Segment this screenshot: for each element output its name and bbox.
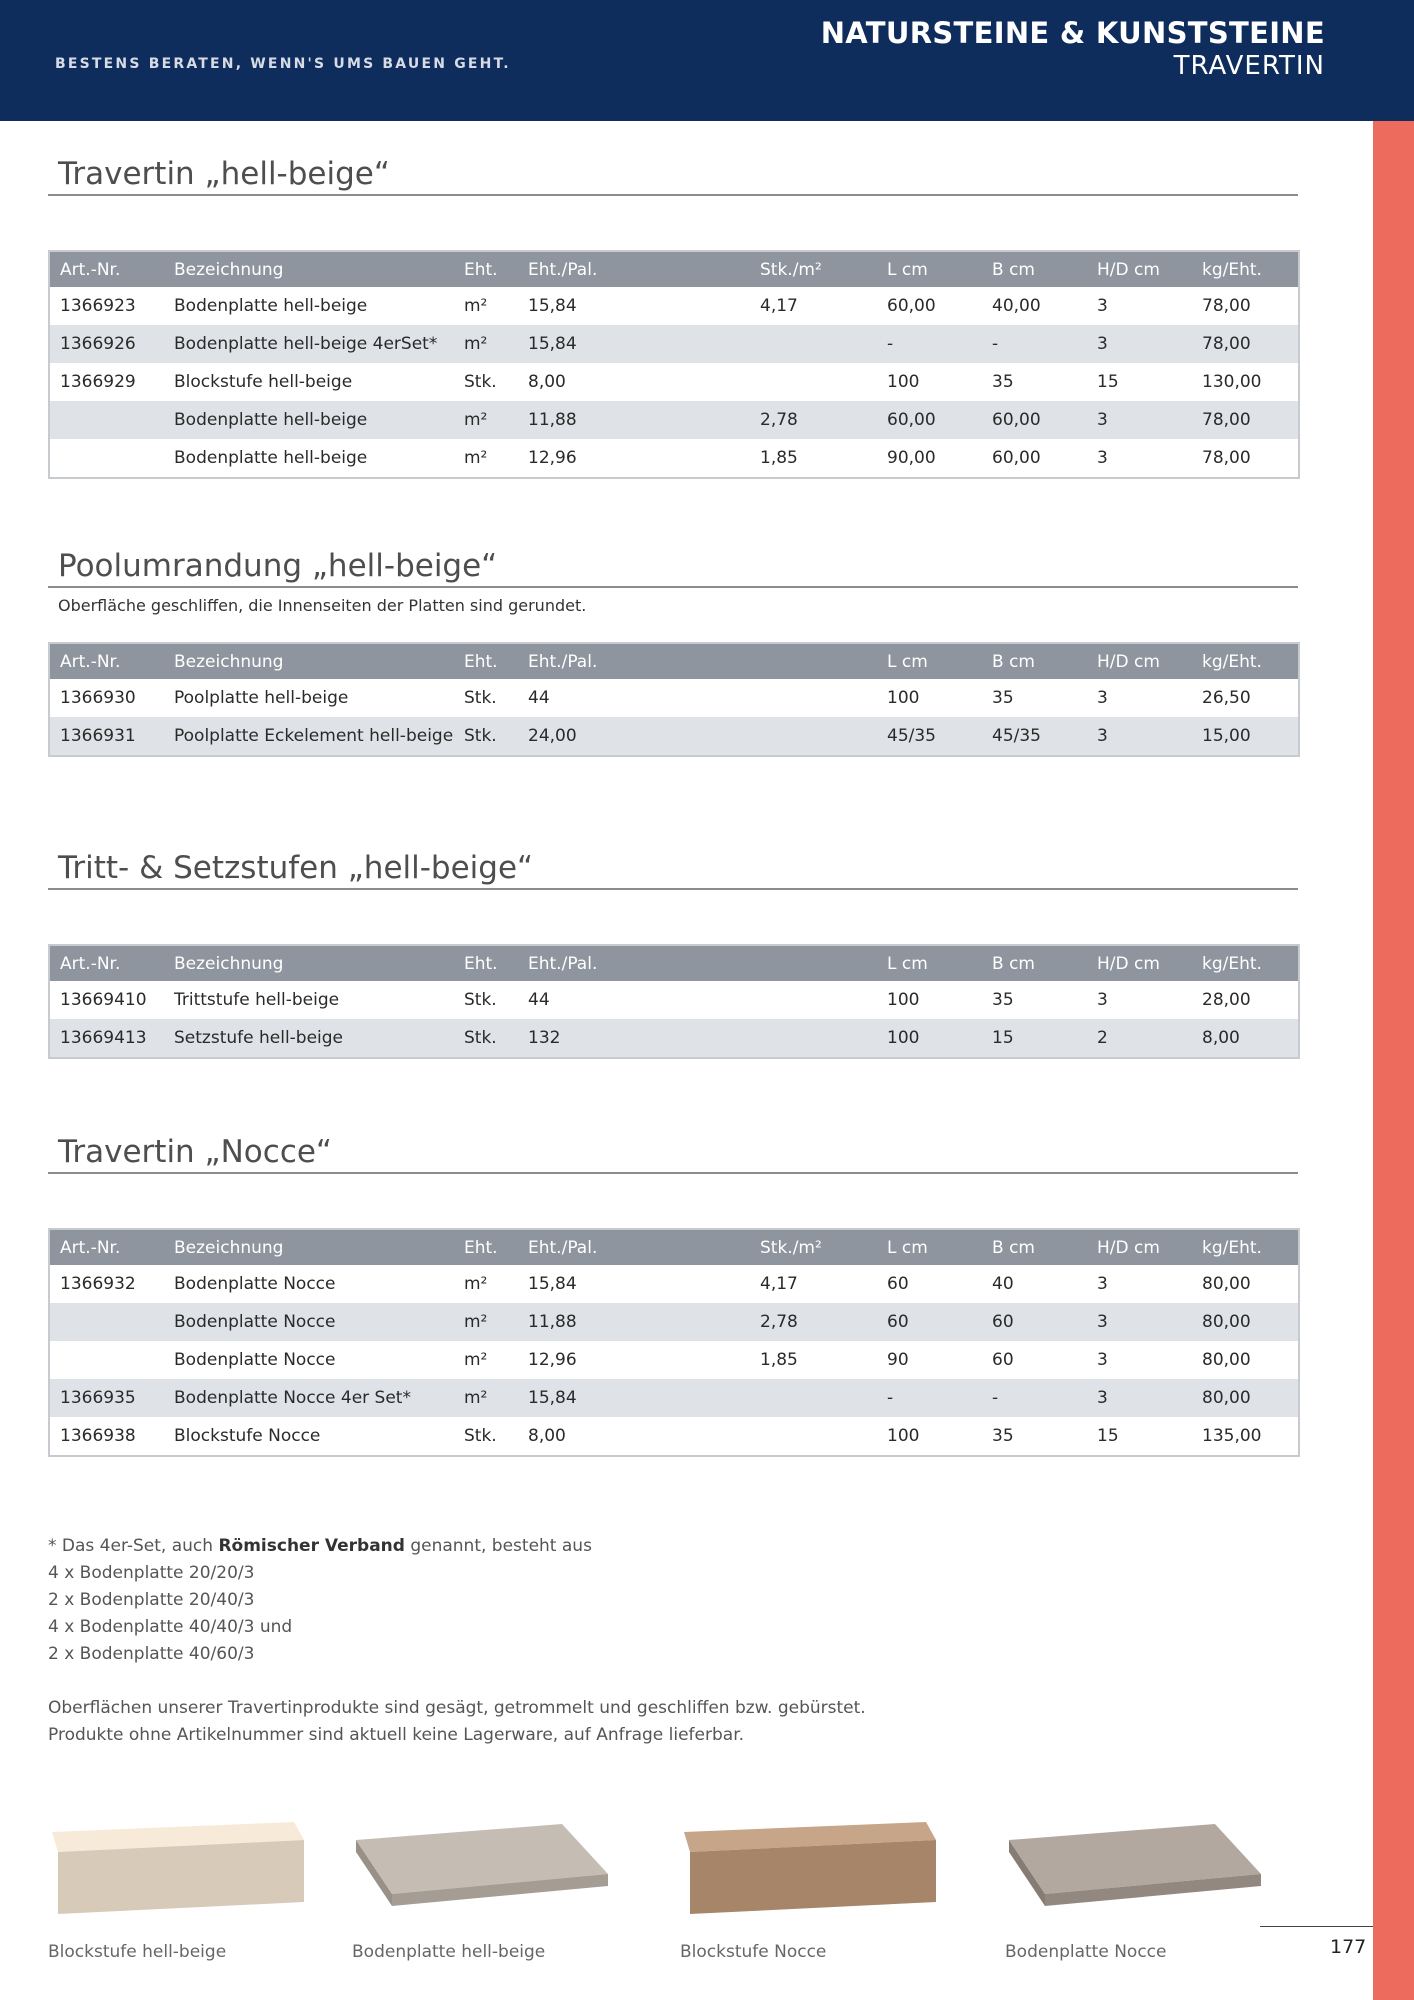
column-header: kg/Eht. [1192, 643, 1299, 679]
table-cell: 28,00 [1192, 981, 1299, 1019]
table-cell: Stk. [454, 363, 518, 401]
table-cell: - [877, 1379, 982, 1417]
table-cell: 44 [518, 679, 750, 717]
table-cell: 1366932 [49, 1265, 164, 1303]
table-cell: 3 [1087, 287, 1192, 325]
column-header: kg/Eht. [1192, 251, 1299, 287]
table-cell: m² [454, 1341, 518, 1379]
column-header: Stk./m² [750, 251, 877, 287]
table-cell: Stk. [454, 1417, 518, 1456]
product-section [48, 155, 1298, 468]
table-cell: 15 [1087, 363, 1192, 401]
section-rule [48, 194, 1298, 196]
product-image [352, 1810, 612, 1920]
column-header: Eht./Pal. [518, 1229, 750, 1265]
table-cell: Setzstufe hell-beige [164, 1019, 454, 1058]
footnote-item: 4 x Bodenplatte 40/40/3 und [48, 1617, 293, 1637]
product-caption: Blockstufe Nocce [680, 1942, 827, 1962]
table-cell: 2,78 [750, 1303, 877, 1341]
column-header: Bezeichnung [164, 251, 454, 287]
column-header: Art.-Nr. [49, 251, 164, 287]
product-item [680, 1810, 940, 1962]
product-caption: Bodenplatte hell-beige [352, 1942, 546, 1962]
table-cell: 3 [1087, 439, 1192, 478]
table-header-row [49, 643, 1299, 679]
stone-front-face [690, 1840, 936, 1914]
table-cell: 13669413 [49, 1019, 164, 1058]
column-header [750, 643, 877, 679]
table-cell [49, 439, 164, 478]
column-header: kg/Eht. [1192, 1229, 1299, 1265]
table-cell: 100 [877, 679, 982, 717]
column-header: H/D cm [1087, 945, 1192, 981]
column-header: Stk./m² [750, 1229, 877, 1265]
product-item [1005, 1810, 1265, 1962]
table-cell: 3 [1087, 325, 1192, 363]
table-cell: 60,00 [877, 287, 982, 325]
table-cell [750, 1417, 877, 1456]
column-header [750, 945, 877, 981]
table-cell: Bodenplatte hell-beige 4erSet* [164, 325, 454, 363]
table-row [49, 981, 1299, 1019]
product-item [352, 1810, 612, 1962]
table-cell [49, 1303, 164, 1341]
table-cell [49, 1341, 164, 1379]
column-header: H/D cm [1087, 251, 1192, 287]
stone-front-face [58, 1840, 304, 1914]
table-cell: 35 [982, 679, 1087, 717]
table-cell: 4,17 [750, 287, 877, 325]
table-cell: 1366930 [49, 679, 164, 717]
table-cell: 13669410 [49, 981, 164, 1019]
footnote [48, 1533, 592, 1668]
section-rule [48, 888, 1298, 890]
table-cell [750, 363, 877, 401]
page-number-rule [1260, 1926, 1373, 1927]
table-cell: 40 [982, 1265, 1087, 1303]
table-cell: Bodenplatte Nocce [164, 1303, 454, 1341]
table-cell: 35 [982, 1417, 1087, 1456]
table-cell: Stk. [454, 679, 518, 717]
table-cell: 60,00 [982, 439, 1087, 478]
table-cell: Trittstufe hell-beige [164, 981, 454, 1019]
table-cell: 60 [877, 1303, 982, 1341]
column-header: L cm [877, 945, 982, 981]
notes [48, 1695, 866, 1749]
table-cell: 80,00 [1192, 1265, 1299, 1303]
section-title: Travertin „Nocce“ [58, 1134, 332, 1170]
product-section [48, 547, 1298, 746]
table-cell: m² [454, 1379, 518, 1417]
product-caption: Blockstufe hell-beige [48, 1942, 227, 1962]
product-caption: Bodenplatte Nocce [1005, 1942, 1167, 1962]
column-header: Bezeichnung [164, 945, 454, 981]
table-cell: 24,00 [518, 717, 750, 756]
product-table [48, 642, 1300, 757]
table-cell: - [982, 1379, 1087, 1417]
table-cell: Bodenplatte hell-beige [164, 439, 454, 478]
product-image [680, 1810, 940, 1920]
table-cell: Bodenplatte Nocce [164, 1265, 454, 1303]
table-cell: 15,84 [518, 1379, 750, 1417]
table-cell: 80,00 [1192, 1341, 1299, 1379]
product-section [48, 849, 1298, 1048]
column-header: Eht. [454, 643, 518, 679]
table-cell: 1366929 [49, 363, 164, 401]
column-header: B cm [982, 643, 1087, 679]
table-cell: 100 [877, 363, 982, 401]
footnote-intro: * Das 4er-Set, auch Römischer Verband genannt, besteht aus [48, 1536, 592, 1556]
column-header: kg/Eht. [1192, 945, 1299, 981]
section-rule [48, 586, 1298, 588]
table-cell: 40,00 [982, 287, 1087, 325]
table-row [49, 401, 1299, 439]
table-row [49, 287, 1299, 325]
table-cell: Poolplatte Eckelement hell-beige [164, 717, 454, 756]
table-cell: 3 [1087, 1265, 1192, 1303]
column-header: L cm [877, 1229, 982, 1265]
product-image [48, 1810, 308, 1920]
table-cell: 130,00 [1192, 363, 1299, 401]
table-cell: 60 [982, 1341, 1087, 1379]
column-header: Bezeichnung [164, 643, 454, 679]
page-header [0, 0, 1414, 121]
table-cell: Bodenplatte Nocce [164, 1341, 454, 1379]
table-cell: m² [454, 1303, 518, 1341]
page-number: 177 [1330, 1936, 1367, 1958]
table-row [49, 1379, 1299, 1417]
table-header-row [49, 1229, 1299, 1265]
product-section [48, 1133, 1298, 1446]
table-cell: 132 [518, 1019, 750, 1058]
table-row [49, 439, 1299, 478]
table-cell: 3 [1087, 1341, 1192, 1379]
footnote-item: 4 x Bodenplatte 20/20/3 [48, 1563, 255, 1583]
table-cell: 1366931 [49, 717, 164, 756]
column-header: Art.-Nr. [49, 945, 164, 981]
table-cell: Poolplatte hell-beige [164, 679, 454, 717]
table-row [49, 363, 1299, 401]
table-row [49, 679, 1299, 717]
table-cell: 11,88 [518, 401, 750, 439]
table-cell: 78,00 [1192, 325, 1299, 363]
column-header: Eht./Pal. [518, 251, 750, 287]
table-cell: 1366935 [49, 1379, 164, 1417]
note-surface: Oberflächen unserer Travertinprodukte sind gesägt, getrommelt und geschliffen bzw. gebürstet. [48, 1698, 866, 1718]
product-table [48, 250, 1300, 479]
section-title: Travertin „hell-beige“ [58, 156, 390, 192]
table-cell [49, 401, 164, 439]
column-header: Art.-Nr. [49, 1229, 164, 1265]
table-cell: 3 [1087, 717, 1192, 756]
category-title: NATURSTEINE & KUNSTSTEINE [820, 16, 1325, 50]
table-cell: 26,50 [1192, 679, 1299, 717]
section-subtitle: Oberfläche geschliffen, die Innenseiten der Platten sind gerundet. [58, 595, 587, 615]
table-cell: 1366926 [49, 325, 164, 363]
column-header: Eht./Pal. [518, 643, 750, 679]
table-cell: 15,84 [518, 1265, 750, 1303]
table-cell: 11,88 [518, 1303, 750, 1341]
table-cell: 80,00 [1192, 1379, 1299, 1417]
column-header: Eht. [454, 945, 518, 981]
section-rule [48, 1172, 1298, 1174]
column-header: B cm [982, 945, 1087, 981]
column-header: Eht./Pal. [518, 945, 750, 981]
table-cell: 90,00 [877, 439, 982, 478]
product-table [48, 944, 1300, 1059]
product-image [1005, 1810, 1265, 1920]
section-title: Poolumrandung „hell-beige“ [58, 548, 498, 584]
column-header: H/D cm [1087, 643, 1192, 679]
table-cell: Stk. [454, 1019, 518, 1058]
table-cell: 100 [877, 1019, 982, 1058]
table-cell: 45/35 [877, 717, 982, 756]
product-table [48, 1228, 1300, 1457]
table-cell: Blockstufe Nocce [164, 1417, 454, 1456]
table-cell: 15 [982, 1019, 1087, 1058]
table-cell: 90 [877, 1341, 982, 1379]
table-cell: 60 [877, 1265, 982, 1303]
table-cell: 100 [877, 981, 982, 1019]
table-cell: - [982, 325, 1087, 363]
table-cell: 8,00 [518, 1417, 750, 1456]
column-header: B cm [982, 1229, 1087, 1265]
column-header: Eht. [454, 1229, 518, 1265]
table-cell: 44 [518, 981, 750, 1019]
table-cell: 15,00 [1192, 717, 1299, 756]
table-cell: m² [454, 1265, 518, 1303]
table-header-row [49, 945, 1299, 981]
table-cell: 3 [1087, 1303, 1192, 1341]
column-header: Art.-Nr. [49, 643, 164, 679]
category-subtitle: TRAVERTIN [1173, 51, 1325, 81]
table-cell: 78,00 [1192, 439, 1299, 478]
slogan: BESTENS BERATEN, WENN'S UMS BAUEN GEHT. [55, 56, 511, 72]
table-cell: 35 [982, 981, 1087, 1019]
table-header-row [49, 251, 1299, 287]
note-availability: Produkte ohne Artikelnummer sind aktuell keine Lagerware, auf Anfrage lieferbar. [48, 1725, 745, 1745]
table-cell: Blockstufe hell-beige [164, 363, 454, 401]
table-cell: 1366923 [49, 287, 164, 325]
table-row [49, 1417, 1299, 1456]
table-cell: m² [454, 439, 518, 478]
table-cell: m² [454, 287, 518, 325]
column-header: Bezeichnung [164, 1229, 454, 1265]
column-header: B cm [982, 251, 1087, 287]
table-cell: 12,96 [518, 1341, 750, 1379]
table-cell: 78,00 [1192, 287, 1299, 325]
footnote-item: 2 x Bodenplatte 40/60/3 [48, 1644, 255, 1664]
table-cell: 4,17 [750, 1265, 877, 1303]
table-cell: m² [454, 325, 518, 363]
table-cell: 60 [982, 1303, 1087, 1341]
table-cell [750, 981, 877, 1019]
table-cell [750, 717, 877, 756]
table-cell: 15 [1087, 1417, 1192, 1456]
table-cell: 2,78 [750, 401, 877, 439]
table-row [49, 325, 1299, 363]
table-cell: 1,85 [750, 439, 877, 478]
table-cell: 1,85 [750, 1341, 877, 1379]
table-cell: 3 [1087, 981, 1192, 1019]
table-cell: 100 [877, 1417, 982, 1456]
table-cell: 15,84 [518, 325, 750, 363]
footnote-item: 2 x Bodenplatte 20/40/3 [48, 1590, 255, 1610]
table-cell: 1366938 [49, 1417, 164, 1456]
table-cell: 35 [982, 363, 1087, 401]
column-header: H/D cm [1087, 1229, 1192, 1265]
table-row [49, 1265, 1299, 1303]
table-cell [750, 1019, 877, 1058]
table-cell: - [877, 325, 982, 363]
table-cell: 2 [1087, 1019, 1192, 1058]
table-cell: 12,96 [518, 439, 750, 478]
product-item [48, 1810, 308, 1962]
table-cell: 60,00 [877, 401, 982, 439]
table-cell: 3 [1087, 401, 1192, 439]
table-cell: m² [454, 401, 518, 439]
column-header: L cm [877, 251, 982, 287]
table-cell: 78,00 [1192, 401, 1299, 439]
table-cell [750, 325, 877, 363]
table-cell: 8,00 [1192, 1019, 1299, 1058]
table-cell: Bodenplatte Nocce 4er Set* [164, 1379, 454, 1417]
table-cell: 60,00 [982, 401, 1087, 439]
column-header: L cm [877, 643, 982, 679]
table-cell: Bodenplatte hell-beige [164, 401, 454, 439]
table-cell: 3 [1087, 679, 1192, 717]
table-cell: 3 [1087, 1379, 1192, 1417]
table-cell [750, 679, 877, 717]
table-cell [750, 1379, 877, 1417]
column-header: Eht. [454, 251, 518, 287]
category-block [821, 16, 1325, 81]
table-cell: Stk. [454, 717, 518, 756]
table-cell: 135,00 [1192, 1417, 1299, 1456]
table-cell: Bodenplatte hell-beige [164, 287, 454, 325]
table-row [49, 717, 1299, 756]
table-cell: 8,00 [518, 363, 750, 401]
accent-side-bar [1373, 121, 1414, 2000]
table-row [49, 1341, 1299, 1379]
table-row [49, 1303, 1299, 1341]
table-row [49, 1019, 1299, 1058]
section-title: Tritt- & Setzstufen „hell-beige“ [58, 850, 534, 886]
table-cell: Stk. [454, 981, 518, 1019]
table-cell: 80,00 [1192, 1303, 1299, 1341]
table-cell: 15,84 [518, 287, 750, 325]
table-cell: 45/35 [982, 717, 1087, 756]
